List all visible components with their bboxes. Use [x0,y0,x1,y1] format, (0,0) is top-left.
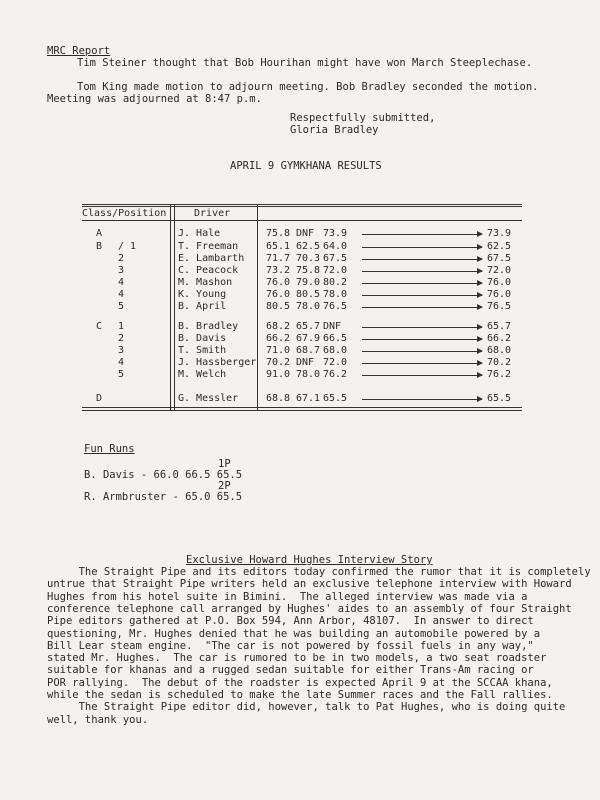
story-line: Hughes from his hotel suite in Bimini. The alleged interview was made via a [47,590,528,603]
run2-cell: 80.5 [296,289,321,300]
class-cell: A [96,228,103,239]
run3-cell: 80.2 [323,277,348,288]
driver-cell: K. Young [178,289,227,300]
position-cell: 3 [118,265,125,276]
run2-cell: 78.0 [296,301,321,312]
best-time-cell: 76.2 [487,369,512,380]
table-row [82,333,522,345]
run2-cell: DNF [296,357,315,368]
driver-cell: M. Welch [178,369,227,380]
position-cell: 2 [118,253,125,264]
arrow-icon [362,375,482,376]
run2-cell: 67.9 [296,333,321,344]
run1-cell: 71.0 [266,345,291,356]
table-row [82,241,522,253]
story-line: while the sedan is scheduled to make the late Summer races and the Fall rallies. [47,689,553,701]
position-cell: 5 [118,369,125,380]
arrow-icon [362,363,482,364]
motion-line: Tom King made motion to adjourn meeting. Bob Bradley seconded the motion. [77,81,539,93]
best-time-cell: 68.0 [487,345,512,356]
run1-cell: 70.2 [266,357,291,368]
driver-cell: C. Peacock [178,265,239,276]
mrc-report-line: Tim Steiner thought that Bob Hourihan might have won March Steeplechase. [77,57,533,69]
table-row [82,357,522,369]
fun-runs-label-2p: 2P [218,480,231,492]
results-title: APRIL 9 GYMKHANA RESULTS [230,160,382,172]
table-header [82,208,522,220]
run3-cell: 66.5 [323,333,348,344]
run2-cell: 65.7 [296,321,321,332]
run2-cell: 62.5 [296,241,321,252]
table-row [82,301,522,313]
story-line: suitable for khanas and a rugged sedan suitable for either Trans-Am racing or [47,664,534,677]
run2-cell: 68.7 [296,345,321,356]
run2-cell: 78.0 [296,369,321,380]
col-driver-header: Driver [194,208,231,219]
best-time-cell: 65.5 [487,393,512,404]
arrow-icon [362,247,482,248]
run3-cell: 68.0 [323,345,348,356]
run2-cell: 67.1 [296,393,321,404]
arrow-icon [362,259,482,260]
driver-cell: B. Davis [178,333,227,344]
story-line: Pipe editors gathered at P.O. Box 594, Ann Arbor, 48107. In answer to direct [47,615,534,628]
arrow-icon [362,283,482,284]
run2-cell: 75.8 [296,265,321,276]
story-line: The Straight Pipe and its editors today confirmed the rumor that it is completely [47,566,591,578]
run2-cell: 70.3 [296,253,321,264]
position-cell: 4 [118,277,125,288]
table-row [82,228,522,240]
run3-cell: 64.0 [323,241,348,252]
adjourn-line: Meeting was adjourned at 8:47 p.m. [47,93,262,105]
story-line: POR rallying. The debut of the roadster is expected April 9 at the SCCAA khana, [47,676,553,689]
table-row [82,277,522,289]
run1-cell: 68.2 [266,321,291,332]
run1-cell: 76.0 [266,277,291,288]
position-cell: 2 [118,333,125,344]
run3-cell: 72.0 [323,265,348,276]
arrow-icon [362,271,482,272]
fun-runs-line: B. Davis - 66.0 66.5 65.5 [84,469,243,481]
signature-name: Gloria Bradley [290,124,379,136]
run1-cell: 91.0 [266,369,291,380]
arrow-icon [362,399,482,400]
run3-cell: 73.9 [323,228,348,239]
arrow-icon [362,295,482,296]
table-row [82,265,522,277]
run1-cell: 68.8 [266,393,291,404]
best-time-cell: 66.2 [487,333,512,344]
best-time-cell: 65.7 [487,321,512,332]
story-line: untrue that Straight Pipe writers held an exclusive telephone interview with Howard [47,578,572,591]
run2-cell: 79.0 [296,277,321,288]
story-heading: Exclusive Howard Hughes Interview Story [186,554,433,566]
arrow-icon [362,339,482,340]
driver-cell: B. April [178,301,227,312]
position-cell: 3 [118,345,125,356]
driver-cell: T. Freeman [178,241,239,252]
results-table [82,204,522,411]
run1-cell: 73.2 [266,265,291,276]
run1-cell: 71.7 [266,253,291,264]
best-time-cell: 72.0 [487,265,512,276]
position-cell: 4 [118,289,125,300]
table-row [82,289,522,301]
table-row [82,345,522,357]
position-cell: 1 [118,321,125,332]
position-cell: 4 [118,357,125,368]
run3-cell: 67.5 [323,253,348,264]
driver-cell: J. Hale [178,228,221,239]
driver-cell: E. Lambarth [178,253,245,264]
arrow-icon [362,351,482,352]
fun-runs-heading: Fun Runs [84,443,135,455]
story-line: Bill Lear steam engine. "The car is not powered by fossil fuels in any way," [47,639,534,652]
run3-cell: 76.5 [323,301,348,312]
class-cell: D [96,393,103,404]
best-time-cell: 76.0 [487,277,512,288]
driver-cell: M. Mashon [178,277,233,288]
best-time-cell: 62.5 [487,241,512,252]
signature-line: Respectfully submitted, [290,112,436,124]
mrc-report-heading: MRC Report [47,45,111,57]
class-cell: C [96,321,103,332]
story-line: well, thank you. [47,713,149,726]
run1-cell: 80.5 [266,301,291,312]
best-time-cell: 70.2 [487,357,512,368]
story-line: The Straight Pipe editor did, however, talk to Pat Hughes, who is doing quite [47,701,566,714]
best-time-cell: 76.0 [487,289,512,300]
col-class-header: Class/Position [82,208,167,219]
run1-cell: 76.0 [266,289,291,300]
best-time-cell: 73.9 [487,228,512,239]
table-row [82,393,522,405]
best-time-cell: 67.5 [487,253,512,264]
position-cell: / 1 [118,241,137,252]
run3-cell: DNF [323,321,342,332]
arrow-icon [362,234,482,235]
run3-cell: 76.2 [323,369,348,380]
driver-cell: B. Bradley [178,321,239,332]
fun-runs-line: R. Armbruster - 65.0 65.5 [84,491,243,503]
table-row [82,321,522,333]
driver-cell: J. Hassberger [178,357,257,368]
run3-cell: 65.5 [323,393,348,404]
story-line: conference telephone call arranged by Hughes' aides to an assembly of four Straight [47,602,572,615]
table-row [82,253,522,265]
story-line: stated Mr. Hughes. The car is rumored to be in two models, a two seat roadster [47,652,547,665]
table-row [82,369,522,381]
class-cell: B [96,241,103,252]
driver-cell: G. Messler [178,393,239,404]
arrow-icon [362,327,482,328]
driver-cell: T. Smith [178,345,227,356]
run3-cell: 72.0 [323,357,348,368]
position-cell: 5 [118,301,125,312]
best-time-cell: 76.5 [487,301,512,312]
run1-cell: 66.2 [266,333,291,344]
story-line: questioning, Mr. Hughes denied that he was building an automobile powered by a [47,627,541,640]
run3-cell: 78.0 [323,289,348,300]
arrow-icon [362,307,482,308]
fun-runs-label-1p: 1P [218,458,231,470]
run2-cell: DNF [296,228,315,239]
run1-cell: 75.8 [266,228,291,239]
run1-cell: 65.1 [266,241,291,252]
